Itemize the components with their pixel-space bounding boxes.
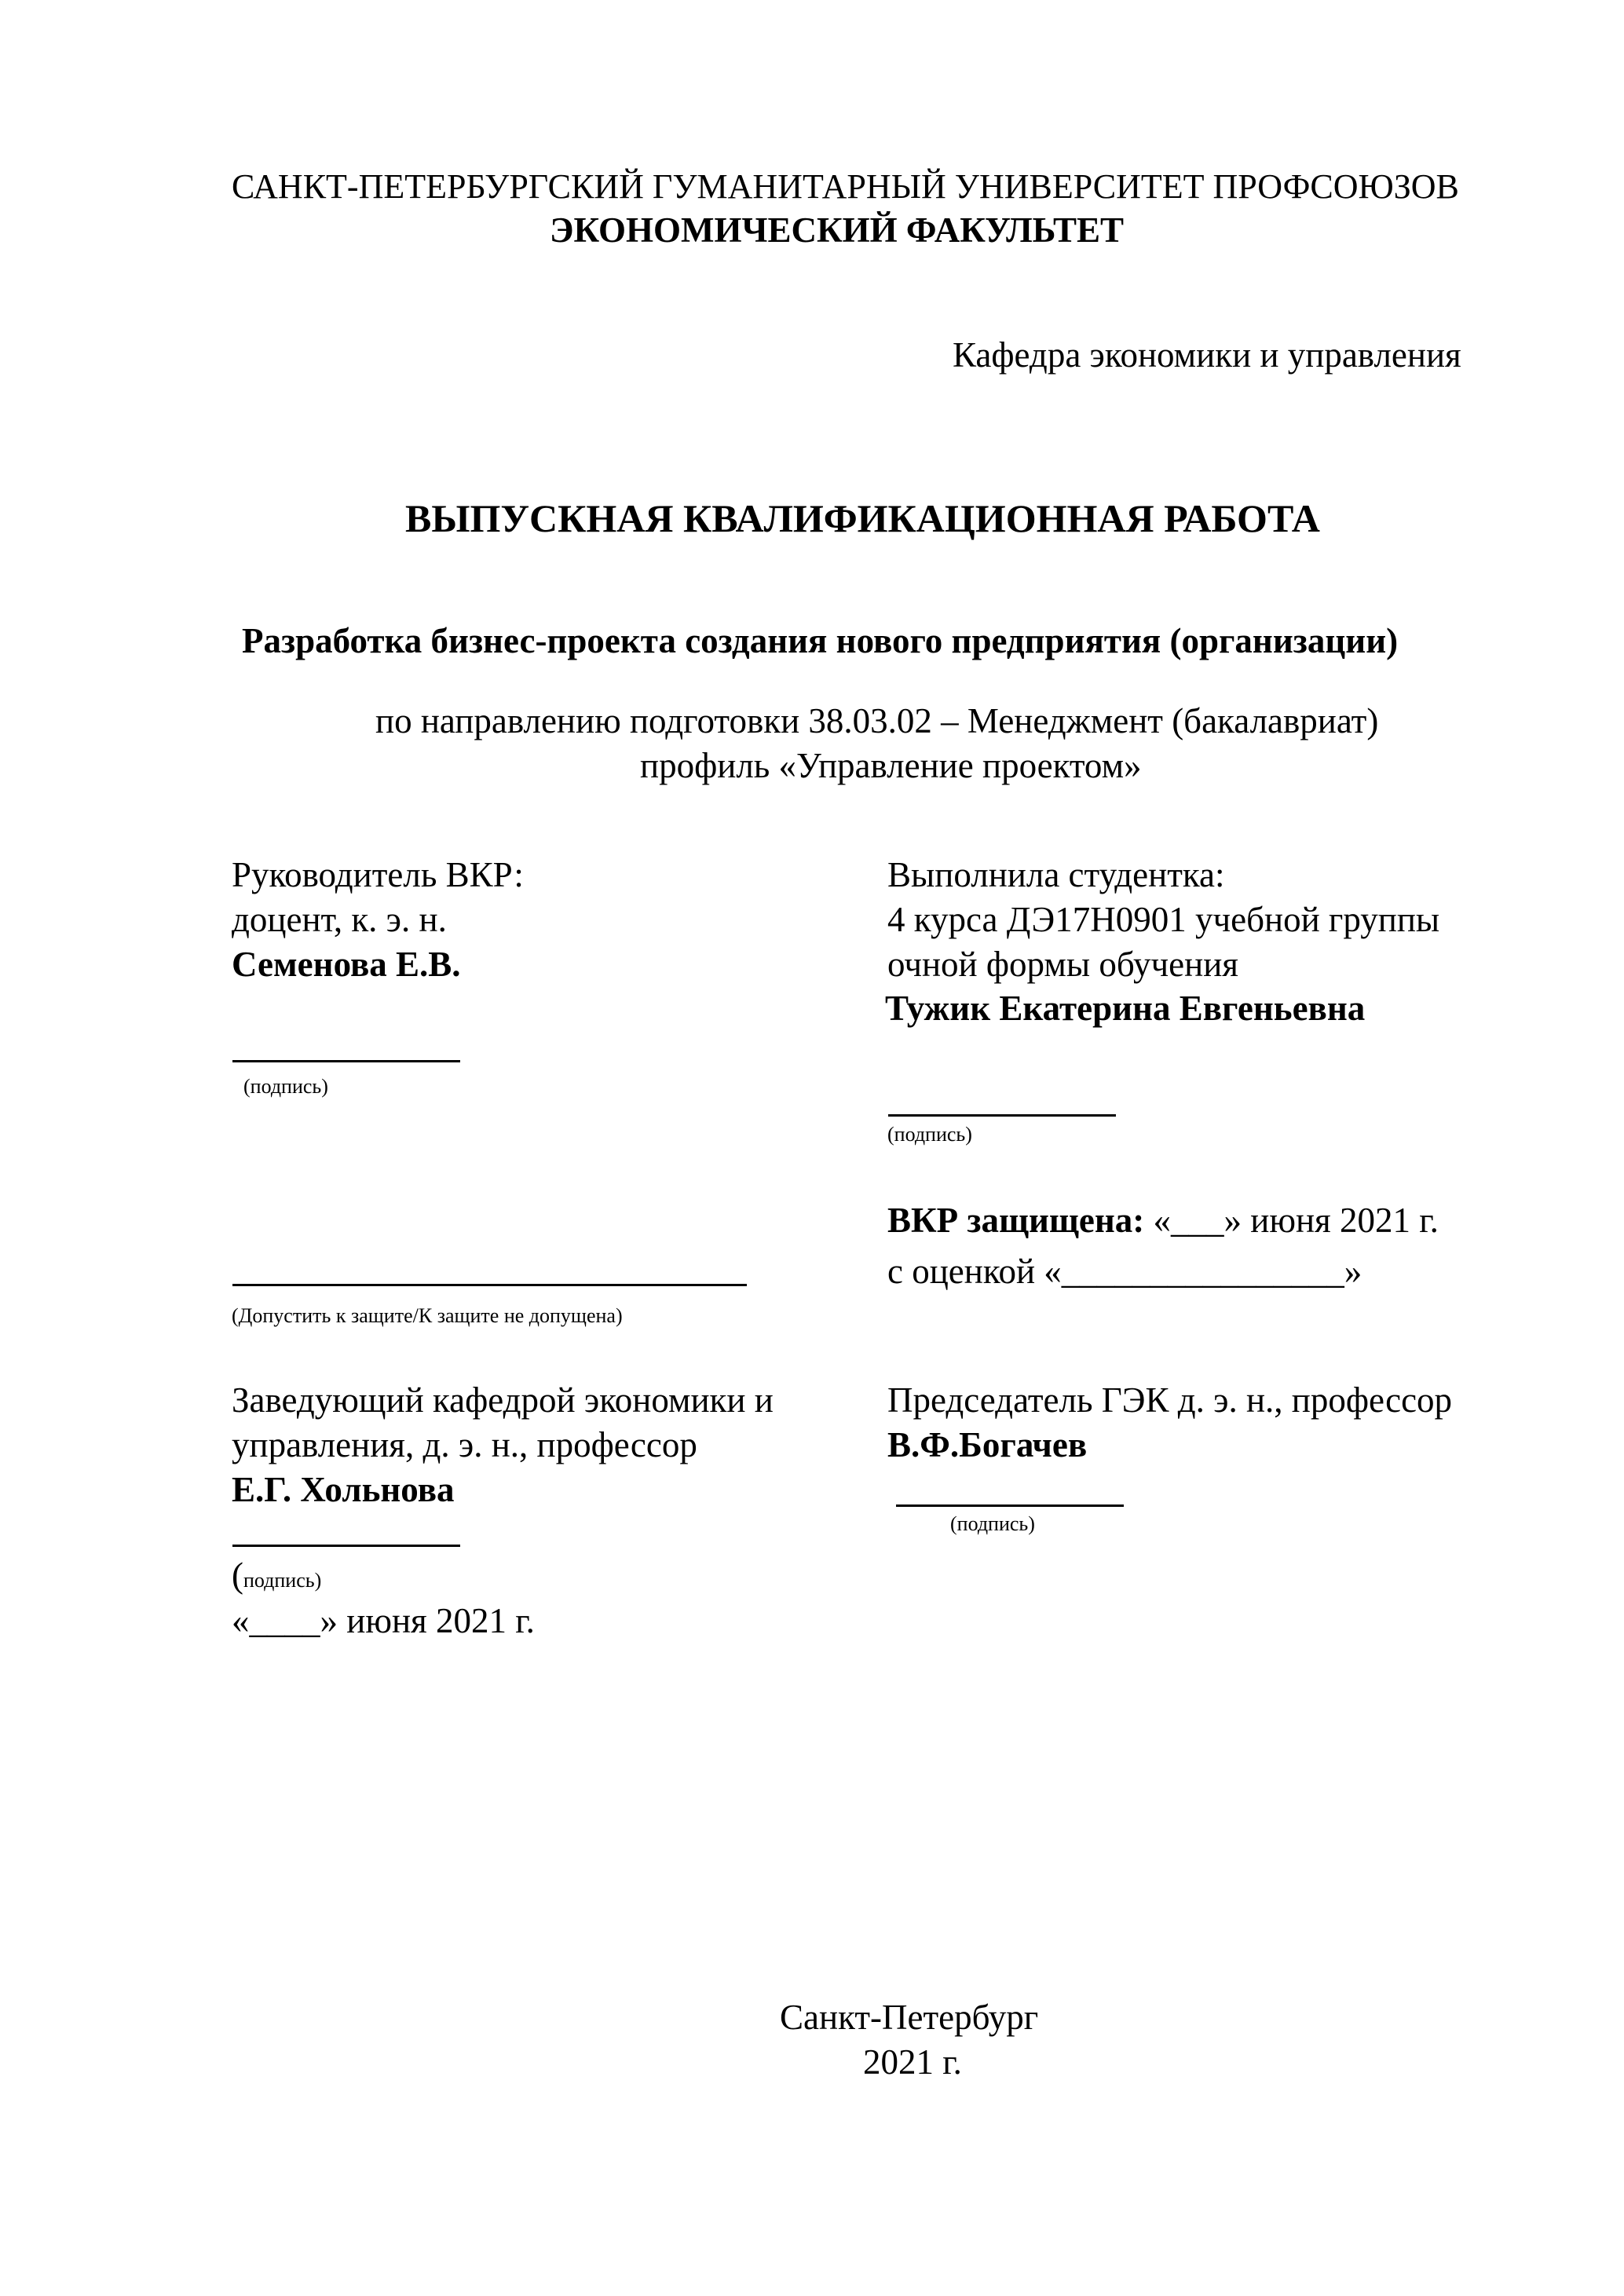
supervisor-signature-line xyxy=(232,1060,460,1062)
footer-year: 2021 г. xyxy=(863,2042,962,2082)
topic-title: Разработка бизнес-проекта создания нового предприятия (организации) xyxy=(242,621,1399,660)
student-name: Тужик Екатерина Евгеньевна xyxy=(885,989,1366,1028)
admission-caption: (Допустить к защите/К защите не допущена) xyxy=(232,1304,623,1327)
supervisor-position: доцент, к. э. н. xyxy=(232,900,447,939)
department-name: Кафедра экономики и управления xyxy=(953,335,1461,375)
profile-line: профиль «Управление проектом» xyxy=(640,746,1142,785)
direction-line: по направлению подготовки 38.03.02 – Менеджмент (бакалавриат) xyxy=(375,701,1379,740)
student-signature-line xyxy=(888,1114,1116,1117)
footer-city: Санкт-Петербург xyxy=(780,1998,1039,2037)
head-signature-line xyxy=(232,1545,460,1547)
head-name: Е.Г. Хольнова xyxy=(232,1470,455,1509)
defense-label: ВКР защищена: xyxy=(887,1201,1145,1240)
chairman-name: В.Ф.Богачев xyxy=(887,1425,1088,1464)
university-name: САНКТ-ПЕТЕРБУРГСКИЙ ГУМАНИТАРНЫЙ УНИВЕРСИТЕТ ПРОФСОЮЗОВ xyxy=(232,167,1459,206)
supervisor-signature-caption: (подпись) xyxy=(243,1075,328,1098)
student-signature-caption: (подпись) xyxy=(887,1123,972,1146)
head-signature-caption: (подпись) xyxy=(232,1556,322,1595)
faculty-name: ЭКОНОМИЧЕСКИЙ ФАКУЛЬТЕТ xyxy=(550,210,1125,250)
admission-decision-line xyxy=(232,1284,747,1286)
head-date: «____» июня 2021 г. xyxy=(232,1601,535,1640)
head-title-line1: Заведующий кафедрой экономики и xyxy=(232,1380,774,1420)
defense-date: «___» июня 2021 г. xyxy=(1144,1201,1439,1240)
head-title-line2: управления, д. э. н., профессор xyxy=(232,1425,697,1464)
supervisor-role: Руководитель ВКР: xyxy=(232,855,524,894)
defense-grade: с оценкой «________________» xyxy=(887,1252,1362,1291)
student-study-form: очной формы обучения xyxy=(887,945,1238,984)
chairman-title: Председатель ГЭК д. э. н., профессор xyxy=(887,1380,1453,1420)
student-role: Выполнила студентка: xyxy=(887,855,1225,894)
work-type-title: ВЫПУСКНАЯ КВАЛИФИКАЦИОННАЯ РАБОТА xyxy=(405,496,1320,540)
student-group: 4 курса ДЭ17Н0901 учебной группы xyxy=(887,900,1440,939)
defense-line xyxy=(887,1203,1439,1238)
supervisor-name: Семенова Е.В. xyxy=(232,945,461,984)
chairman-signature-line xyxy=(896,1504,1124,1507)
chairman-signature-caption: (подпись) xyxy=(950,1512,1035,1535)
